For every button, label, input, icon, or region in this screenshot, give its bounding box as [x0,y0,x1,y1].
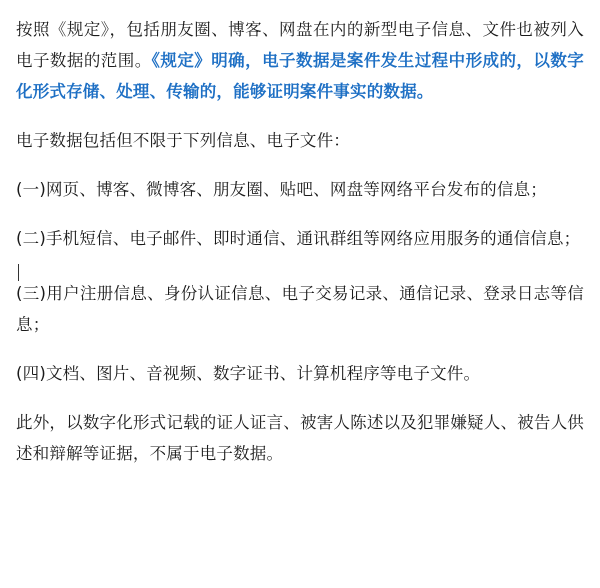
paragraph-scope-intro [16,125,584,156]
paragraph-text-plain: (一)网页、博客、微博客、朋友圈、贴吧、网盘等网络平台发布的信息； [16,180,547,199]
paragraph-item-one [16,174,584,205]
paragraph-text-plain: 按照《规定》，包括朋友圈、博客、网盘在内的新型电子信息、文件也被列入电子数据的范围。 [16,20,584,70]
paragraph-text-plain: 此外，以数字化形式记载的证人证言、被害人陈述以及犯罪嫌疑人、被告人供述和辩解等证据，不属于电子数据。 [16,413,584,463]
paragraph-definition [16,14,584,107]
paragraph-text-plain: (四)文档、图片、音视频、数字证书、计算机程序等电子文件。 [16,364,481,383]
paragraph-item-three [16,278,584,340]
paragraph-item-two [16,223,584,254]
paragraph-text-plain: 电子数据包括但不限于下列信息、电子文件： [16,131,350,150]
paragraph-text-emphasis: 《规定》明确，电子数据是案件发生过程中形成的，以数字化形式存储、处理、传输的，能够证明案件事实的数据。 [16,51,584,101]
paragraph-text-plain: (二)手机短信、电子邮件、即时通信、通讯群组等网络应用服务的通信信息； [16,229,581,248]
paragraph-text-plain: (三)用户注册信息、身份认证信息、电子交易记录、通信记录、登录日志等信息； [16,284,584,334]
paragraph-exclusion [16,407,584,469]
paragraph-item-four [16,358,584,389]
